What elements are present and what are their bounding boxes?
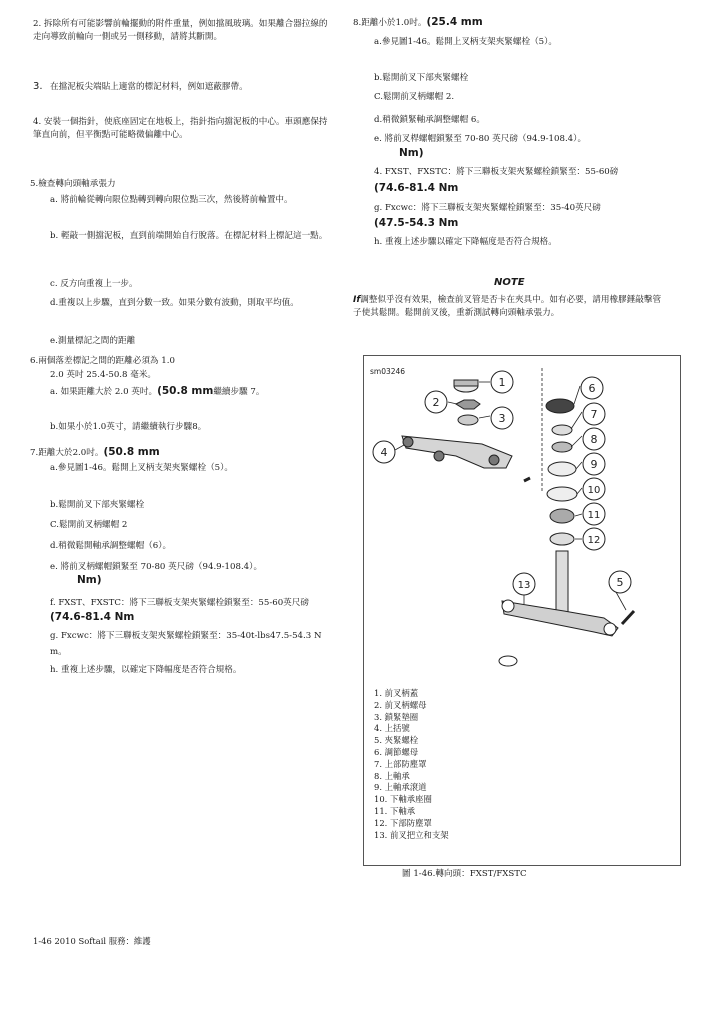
exploded-diagram <box>364 356 680 676</box>
step-6a-text <box>50 385 264 399</box>
step-6a-pre: a. 如果距離大於 2.0 英吋。 <box>50 387 158 397</box>
callout-7 <box>583 403 605 425</box>
step-8d-text: d.稍微鎖緊軸承調整螺帽 6。 <box>374 115 485 125</box>
step-8c-text: C.鬆開前叉柄螺帽 2. <box>374 92 455 102</box>
upper-bearing-shape <box>552 442 572 452</box>
lower-bearing-shape <box>550 509 574 523</box>
svg-text:1: 1 <box>498 376 506 389</box>
step-7-value: (50.8 mm <box>103 446 160 458</box>
legend-item: 1. 前叉柄蓋 <box>374 688 419 698</box>
svg-text:4: 4 <box>380 446 388 459</box>
svg-text:12: 12 <box>587 535 601 546</box>
callout-10 <box>583 478 605 500</box>
upper-dust-shield-shape <box>552 425 572 435</box>
upper-bearing-race-shape <box>548 462 576 476</box>
step-8-4-value: (74.6-81.4 Nm <box>374 182 459 194</box>
svg-text:9: 9 <box>590 458 598 471</box>
step-8-pre: 8.距離小於1.0吋。 <box>353 18 427 28</box>
step-7a-text: a.參見圖1-46。鬆開上叉柄支架夾緊螺栓（5）。 <box>50 463 234 473</box>
legend-item: 2. 前叉柄螺母 <box>374 699 427 710</box>
figure-legend <box>374 688 449 841</box>
note-if: If <box>353 295 361 305</box>
legend-item: 6. 調節螺母 <box>374 746 419 757</box>
legend-item: 9. 上軸承滾道 <box>374 782 427 793</box>
svg-text:3: 3 <box>498 412 506 425</box>
step-8b-text: b.鬆開前叉下部夾緊螺栓 <box>374 73 469 83</box>
lower-bracket-hole-right <box>604 623 616 635</box>
callout-12 <box>583 528 605 550</box>
step-7e-unit: Nm) <box>77 574 102 586</box>
adjusting-nut-shape <box>546 399 574 413</box>
step-8-heading <box>353 16 483 30</box>
figure-caption: 圖 1-46.轉向頭：FXST/FXSTC <box>402 869 527 879</box>
legend-item: 10. 下軸承座圈 <box>374 794 432 805</box>
fork-stem-nut-shape <box>456 400 480 409</box>
lower-bearing-race-shape <box>547 487 577 501</box>
svg-text:10: 10 <box>587 485 601 496</box>
step-5d-text: d.重複以上步驟，直到分數一致。如果分數有波動，則取平均值。 <box>50 298 299 308</box>
step-8g-text: g. Fxcwc：將下三聯板支架夾緊螺栓鎖緊至：35-40英尺磅 <box>374 203 601 213</box>
step-8-4-text: 4. FXST、FXSTC：將下三聯板支架夾緊螺栓鎖緊至：55-60磅 <box>374 167 619 177</box>
upper-bracket-hole-left <box>403 437 413 447</box>
callout-9 <box>583 453 605 475</box>
fork-stem-cap-body <box>454 380 478 386</box>
step-8e-text: e. 將前叉桿螺帽鎖緊至 70-80 英尺磅（94.9-108.4）。 <box>374 134 587 144</box>
legend-item: 8. 上軸承 <box>374 770 410 781</box>
step-8e-unit: Nm) <box>399 147 424 159</box>
step-6b-text: b.如果小於1.0英寸，請繼續執行步驟8。 <box>50 422 207 432</box>
callout-1 <box>491 371 513 393</box>
step-7-heading <box>30 446 160 460</box>
step-7g-text: g. Fxcwc：將下三聯板支架夾緊螺栓鎖緊至：35-40t-lbs47.5-54.3 N <box>50 631 322 641</box>
callout-6 <box>581 377 603 399</box>
page-footer: 1-46 2010 Softail 服務：維護 <box>33 936 151 946</box>
step-8a-text: a.參見圖1-46。鬆開上叉柄支架夾緊螺栓（5）。 <box>374 37 558 47</box>
step-5-heading: 5.檢查轉向頭軸承張力 <box>30 179 116 189</box>
step-7c-text: C.鬆開前叉柄螺帽 2 <box>50 520 128 530</box>
callout-3 <box>491 407 513 429</box>
svg-text:7: 7 <box>590 408 598 421</box>
legend-item: 7. 上部防塵罩 <box>374 758 427 769</box>
upper-bracket-hole-right <box>489 455 499 465</box>
svg-text:8: 8 <box>590 433 598 446</box>
step-7h-text: h. 重複上述步驟，以確定下降幅度是否符合規格。 <box>50 665 242 675</box>
legend-item: 13. 前叉把立和支架 <box>374 829 449 840</box>
step-6a-value: (50.8 mm <box>157 385 214 397</box>
step-6-range: 2.0 英吋 25.4-50.8 毫米。 <box>50 370 157 380</box>
note-body <box>353 294 665 320</box>
clamp-bolt-shape <box>622 611 634 624</box>
upper-bracket-hole-mid <box>434 451 444 461</box>
callout-4 <box>373 441 395 463</box>
step-7d-text: d.稍微鬆開軸承調整螺帽（6）。 <box>50 541 172 551</box>
lockwasher-shape <box>458 415 478 425</box>
step-7e-text: e. 將前叉柄螺帽鎖緊至 70-80 英尺磅（94.9-108.4）。 <box>50 562 263 572</box>
small-bolt-shape <box>524 478 530 481</box>
step-5c-text: c. 反方向重複上一步。 <box>50 279 138 289</box>
step-7f-value: (74.6-81.4 Nm <box>50 611 135 623</box>
step-5a-text: a. 將前輪從轉向限位點轉到轉向限位點三次，然後將前輪置中。 <box>50 195 293 205</box>
step-8g-value: (47.5-54.3 Nm <box>374 217 459 229</box>
step-7g-unit: m。 <box>50 647 67 657</box>
svg-text:5: 5 <box>616 576 624 589</box>
callout-5 <box>609 571 631 593</box>
step-5e-text: e.測量標記之間的距離 <box>50 336 136 346</box>
step-6a-post: 繼續步驟 7。 <box>213 387 265 397</box>
legend-item: 11. 下軸承 <box>374 805 416 816</box>
lower-dust-shield-shape <box>550 533 574 545</box>
step-7b-text: b.鬆開前叉下部夾緊螺栓 <box>50 500 145 510</box>
step-4-text: 4. 安裝一個指針，使底座固定在地板上，指針指向擋泥板的中心。車頭應保持筆直向前，但平衡點可能略微偏離中心。 <box>33 117 328 140</box>
note-text: 調整似乎沒有效果，檢查前叉管是否卡在夾具中。如有必要，請用橡膠錘敲擊管子使其鬆開。鬆開前叉後，重新測試轉向頭軸承張力。 <box>353 295 662 318</box>
step-7-pre: 7.距離大於2.0吋。 <box>30 448 104 458</box>
callout-8 <box>583 428 605 450</box>
step-2-text: 2. 拆除所有可能影響前輪擺動的附件重量，例如擋風玻璃。如果離合器拉線的走向導致前輪向一側或另一側移動，請將其斷開。 <box>33 19 328 42</box>
note-title: NOTE <box>494 277 525 288</box>
legend-item: 5. 夾緊螺栓 <box>374 735 419 746</box>
svg-text:11: 11 <box>587 510 601 521</box>
step-8-value: (25.4 mm <box>426 16 483 28</box>
step-6-text: 6.兩個落差標記之間的距離必須為 1.0 <box>30 356 175 366</box>
step-5b-text: b. 輕敲一側擋泥板，直到前端開始自行脫落。在標記材料上標記這一點。 <box>50 231 328 241</box>
step-8h-text: h. 重複上述步驟以確定下降幅度是否符合規格。 <box>374 237 557 247</box>
step-3-number: 3. <box>33 81 43 92</box>
figure-steering-head <box>363 355 681 866</box>
callout-11 <box>583 503 605 525</box>
lower-bracket-hole-left <box>502 600 514 612</box>
svg-text:2: 2 <box>432 396 440 409</box>
legend-item: 3. 鎖緊墊圈 <box>374 711 419 722</box>
svg-text:13: 13 <box>517 580 531 591</box>
lower-ring-shape <box>499 656 517 666</box>
figure-id: sm03246 <box>370 367 406 376</box>
legend-item: 12. 下部防塵罩 <box>374 817 432 828</box>
callout-2 <box>425 391 447 413</box>
callout-13 <box>513 573 535 595</box>
step-3-text: 在擋泥板尖端貼上適當的標記材料，例如遮蔽膠帶。 <box>50 82 248 92</box>
legend-item: 4. 上括號 <box>374 723 410 734</box>
svg-text:6: 6 <box>588 382 596 395</box>
step-7f-text: f. FXST、FXSTC：將下三聯板支架夾緊螺栓鎖緊至：55-60英尺磅 <box>50 598 309 608</box>
